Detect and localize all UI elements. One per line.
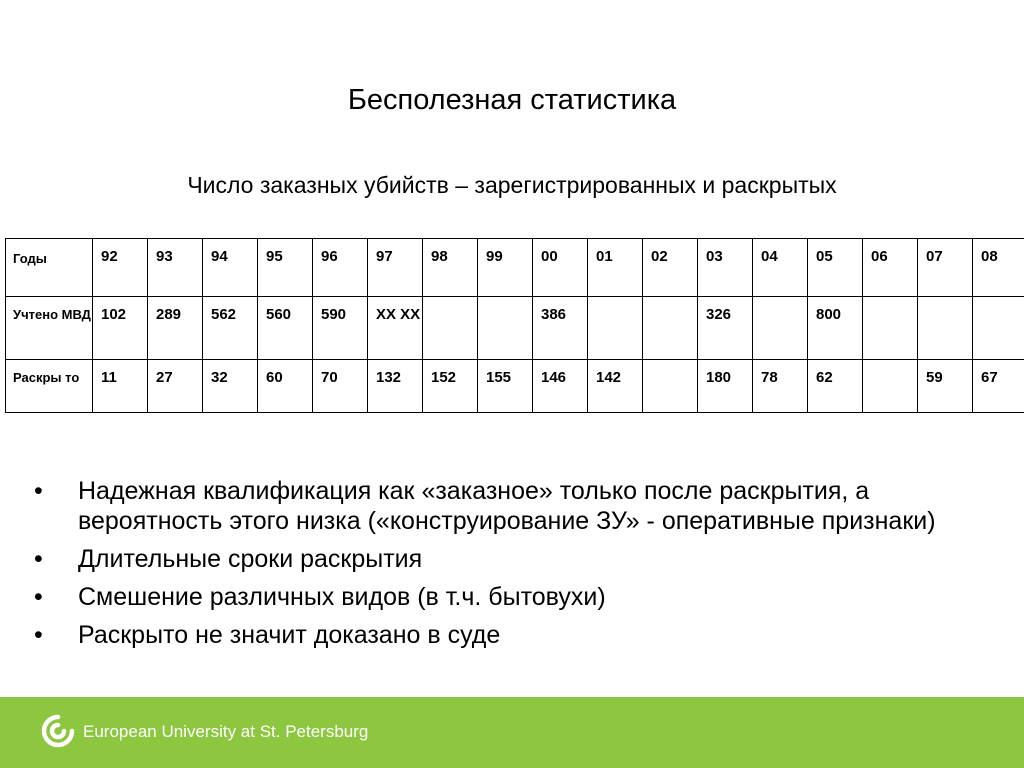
- table-cell: 386: [533, 297, 588, 360]
- registered-row: [6, 297, 1024, 360]
- bullet-item: [34, 582, 994, 612]
- table-cell: 08: [973, 239, 1024, 297]
- table-cell: 155: [478, 360, 533, 413]
- table-cell: 70: [313, 360, 368, 413]
- bullet-dot-icon: •: [34, 583, 43, 611]
- bullet-dot-icon: •: [34, 621, 43, 649]
- table-cell: 590: [313, 297, 368, 360]
- table-cell: [753, 297, 808, 360]
- slide-title: Бесполезная статистика: [347, 84, 677, 116]
- table-cell: 180: [698, 360, 753, 413]
- table-cell: [643, 360, 698, 413]
- table-cell: 132: [368, 360, 423, 413]
- bullet-text: Длительные сроки раскрытия: [78, 545, 423, 573]
- bullet-text: Надежная квалификация как «заказное» только после раскрытия, а вероятность этого низка («конструирование ЗУ» - оперативные признаки): [78, 477, 936, 535]
- table-cell: 67: [973, 360, 1024, 413]
- table-cell: 32: [203, 360, 258, 413]
- table-cell: 98: [423, 239, 478, 297]
- table-cell: 97: [368, 239, 423, 297]
- table-cell: 92: [93, 239, 148, 297]
- table-cell: 04: [753, 239, 808, 297]
- table-cell: 27: [148, 360, 203, 413]
- table-cell: 62: [808, 360, 863, 413]
- table-cell: 00: [533, 239, 588, 297]
- table-cell: 03: [698, 239, 753, 297]
- table-cell: 102: [93, 297, 148, 360]
- table-cell: 326: [698, 297, 753, 360]
- row-label: Раскры то: [6, 360, 93, 413]
- table-cell: [973, 297, 1024, 360]
- table-cell: [588, 297, 643, 360]
- table-cell: 01: [588, 239, 643, 297]
- table-cell: 94: [203, 239, 258, 297]
- table-cell: 02: [643, 239, 698, 297]
- table-cell: [863, 360, 918, 413]
- table-cell: [423, 297, 478, 360]
- bullet-text: Смешение различных видов (в т.ч. бытовухи): [78, 583, 606, 611]
- table-cell: 78: [753, 360, 808, 413]
- table-cell: 95: [258, 239, 313, 297]
- slide-subtitle: Число заказных убийств – зарегистрированных и раскрытых: [187, 172, 837, 198]
- bullet-item: [34, 620, 994, 650]
- table-cell: [643, 297, 698, 360]
- table-cell: 152: [423, 360, 478, 413]
- bullet-dot-icon: •: [34, 477, 43, 505]
- footer-text: European University at St. Petersburg: [83, 722, 369, 741]
- table-cell: 142: [588, 360, 643, 413]
- table-cell: [478, 297, 533, 360]
- row-label: Годы: [6, 239, 93, 297]
- bullet-list: [34, 476, 994, 658]
- table-cell: 05: [808, 239, 863, 297]
- table-cell: 99: [478, 239, 533, 297]
- solved-row: [6, 360, 1024, 413]
- table-cell: ХХ ХХ: [368, 297, 423, 360]
- bullet-item: [34, 544, 994, 574]
- bullet-dot-icon: •: [34, 545, 43, 573]
- table-cell: 800: [808, 297, 863, 360]
- table-cell: 59: [918, 360, 973, 413]
- table-cell: 562: [203, 297, 258, 360]
- table-cell: 289: [148, 297, 203, 360]
- table-cell: 96: [313, 239, 368, 297]
- table-cell: [918, 297, 973, 360]
- table-cell: 07: [918, 239, 973, 297]
- table-cell: 11: [93, 360, 148, 413]
- years-row: [6, 239, 1024, 297]
- table-cell: 146: [533, 360, 588, 413]
- bullet-text: Раскрыто не значит доказано в суде: [78, 621, 501, 649]
- table-cell: 560: [258, 297, 313, 360]
- spiral-logo-icon: [40, 713, 76, 749]
- bullet-item: [34, 476, 994, 536]
- table-cell: 93: [148, 239, 203, 297]
- footer-bar: [0, 697, 1024, 768]
- table-cell: 06: [863, 239, 918, 297]
- row-label: Учтено МВД: [6, 297, 93, 360]
- statistics-table: [5, 238, 1024, 413]
- table-cell: 60: [258, 360, 313, 413]
- table-cell: [863, 297, 918, 360]
